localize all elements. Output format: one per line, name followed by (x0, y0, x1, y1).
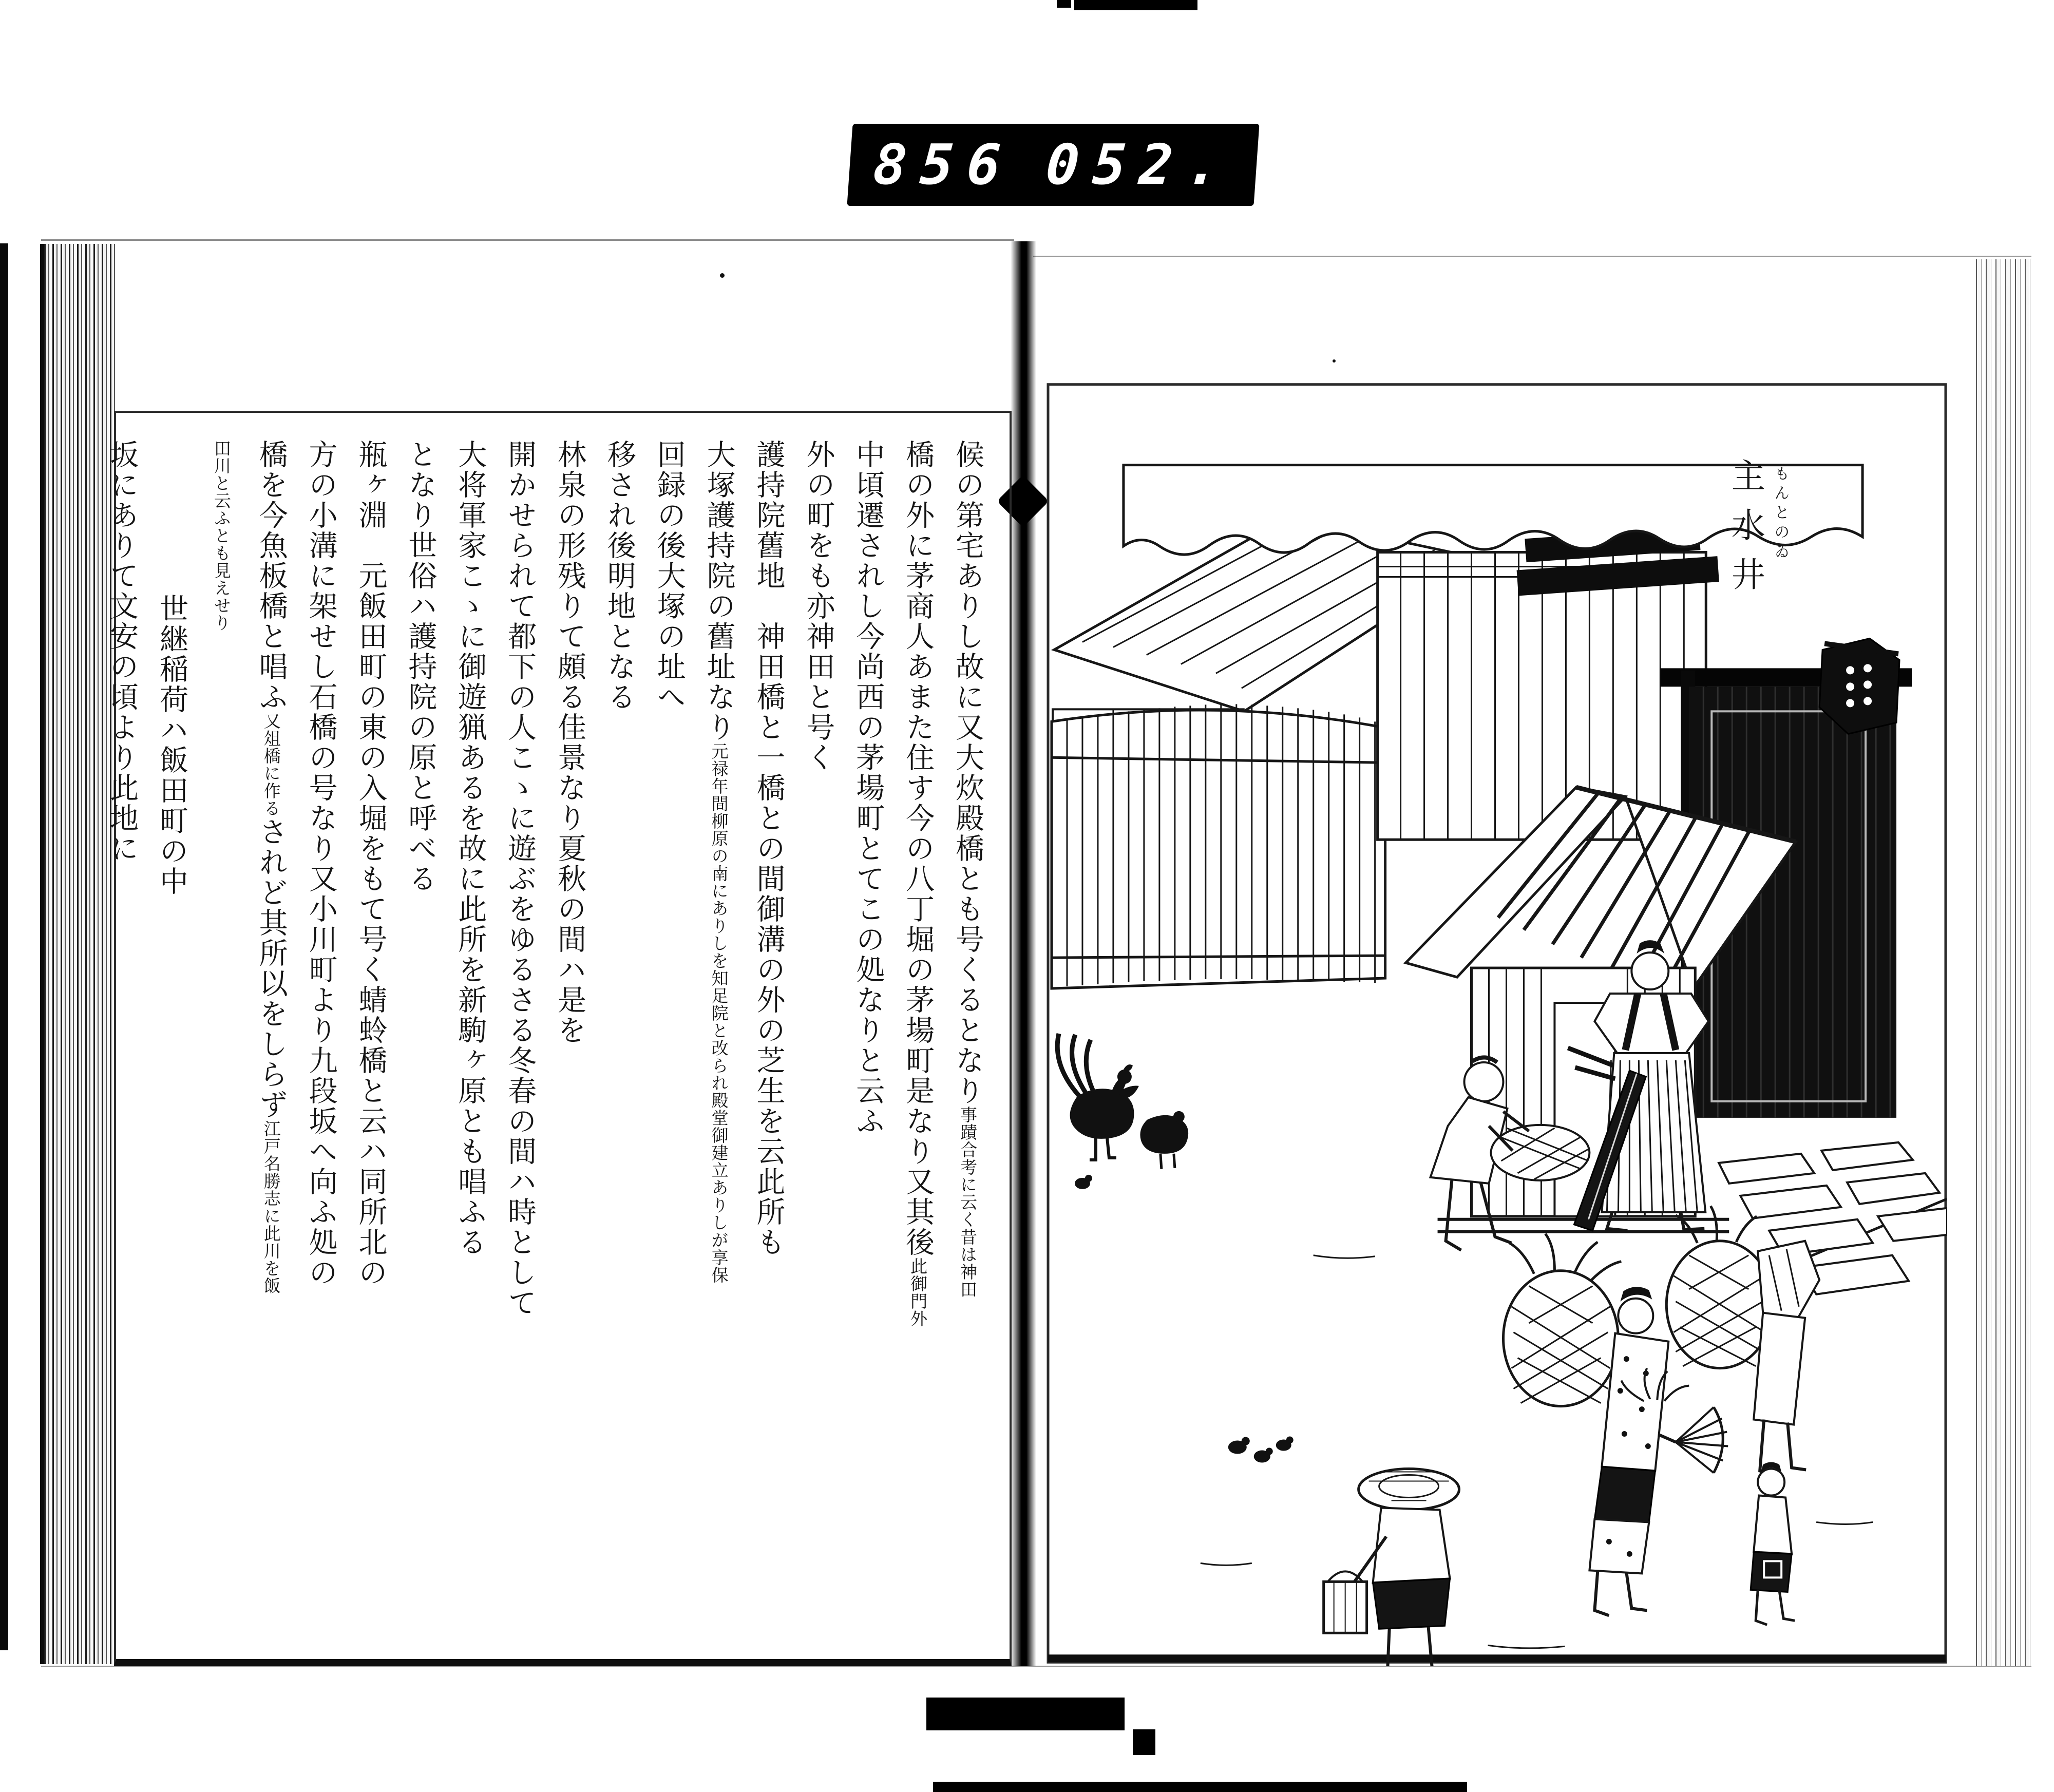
text-segment: 瓶ヶ淵 元飯田町の東の入堀をもて号く蜻蛉橋と云ハ同所北の (354, 440, 388, 1288)
scan-top-mark (1057, 0, 1071, 8)
ink-speck (1333, 359, 1336, 363)
frame-counter-left-digits: 856 (871, 132, 1016, 197)
text-segment: 候の第宅ありし故に又大炊殿橋とも号くるとなり (951, 440, 984, 1106)
text-segment: 橋の外に茅商人あまた住す今の八丁堀の茅場町是なり又其後 (901, 440, 935, 1257)
text-segment: されど其所以をしらず (254, 817, 288, 1120)
frame-counter-display (847, 124, 1259, 206)
slat-fence (1052, 704, 1385, 988)
text-column (196, 440, 246, 1644)
left-page-top-edge (41, 239, 1014, 241)
scan-bottom-mark (933, 1782, 1467, 1792)
text-segment: となり世俗ハ護持院の原と呼べる (404, 440, 438, 894)
text-column (892, 440, 942, 1644)
left-page-text-block (105, 411, 1012, 1666)
text-column (296, 440, 346, 1644)
text-column (942, 440, 992, 1644)
text-column (346, 440, 395, 1644)
right-page-illustration (1047, 383, 1947, 1666)
illustration-title-furigana: もんとのゐ (1771, 465, 1790, 563)
text-column (544, 440, 594, 1644)
text-segment: 中頃遷されし今尚西の茅場町とてこの処なりと云ふ (851, 440, 885, 1136)
scan-edge-bar (0, 243, 8, 1650)
illustration-title (1721, 458, 1792, 787)
scan-bottom-mark (1133, 1729, 1155, 1755)
text-segment-small: 此御門外 (908, 1257, 928, 1327)
text-column (744, 440, 793, 1644)
text-column (644, 440, 694, 1644)
scan-bottom-mark (926, 1698, 1125, 1730)
book-gutter (1011, 241, 1036, 1666)
text-segment: 橋を今魚板橋と唱ふ (254, 440, 288, 712)
text-segment: 林泉の形残りて頗る佳景なり夏秋の間ハ是を (553, 440, 586, 1045)
text-column (97, 440, 146, 1644)
text-column (146, 440, 196, 1644)
text-segment: 方の小溝に架せし石橋の号なり又小川町より九段坂へ向ふ処の (304, 440, 338, 1288)
text-segment-small: 田川と云ふとも見えせり (211, 440, 232, 632)
ink-speck (720, 273, 725, 278)
text-column (246, 440, 296, 1644)
illustration-title-text: 主水井 (1725, 458, 1765, 606)
text-segment: 大塚護持院の舊址なり (702, 440, 736, 742)
text-column (594, 440, 644, 1644)
frame-counter-right-digits: 052. (1043, 132, 1235, 197)
text-segment-small: 又俎橋に作る (261, 712, 281, 817)
text-column (843, 440, 892, 1644)
text-segment: 坂にありて文安の頃より此地に (105, 440, 139, 864)
text-segment: 移され後明地となる (602, 440, 636, 712)
scan-top-mark (1074, 0, 1197, 10)
text-segment: 世継稲荷ハ飯田町の中 (155, 594, 188, 897)
text-segment-small: 江戸名勝志に此川を飯 (261, 1120, 281, 1294)
text-column (395, 440, 445, 1644)
text-column (793, 440, 843, 1644)
text-segment: 大将軍家こゝに御遊猟あるを故に此所を新駒ヶ原とも唱ふる (453, 440, 487, 1257)
right-page-top-edge (1033, 256, 2031, 257)
text-segment-small: 元禄年間柳原の南にありしを知足院と改られ殿堂御建立ありしが享保 (709, 742, 729, 1284)
text-segment-small: 事蹟合考に云く昔は神田 (958, 1106, 978, 1298)
text-column (495, 440, 544, 1644)
right-fore-edge-pages (1976, 259, 2032, 1666)
text-segment: 護持院舊地 神田橋と一橋との間御溝の外の芝生を云此所も (752, 440, 786, 1257)
text-segment: 外の町をも亦神田と号く (802, 440, 835, 773)
text-segment: 回録の後大塚の址へ (652, 440, 686, 712)
text-segment: 開かせられて都下の人こゝに遊ぶをゆるさる冬春の間ハ時として (503, 440, 537, 1318)
text-column (694, 440, 744, 1644)
plank-wall (1378, 552, 1706, 840)
text-column (445, 440, 495, 1644)
